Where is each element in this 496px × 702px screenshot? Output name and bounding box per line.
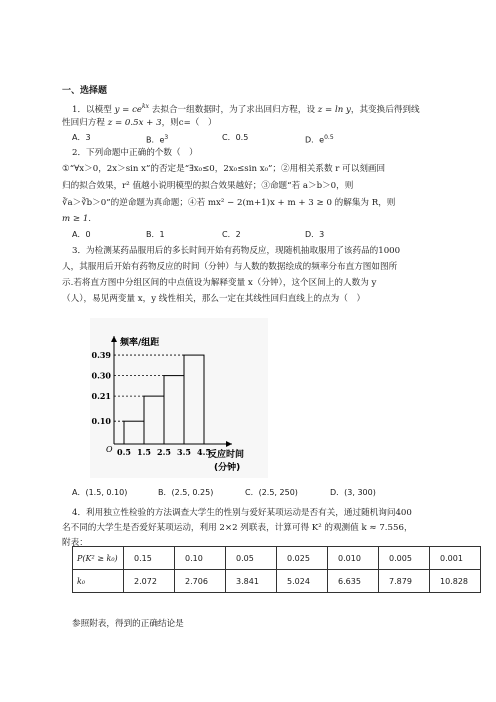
q1-line1-b: 去拟合一组数据时，为了求出回归方程，设 [151, 104, 316, 115]
q1-regression-eq: z = 0.5x + 3 [107, 118, 162, 128]
q1-choice-d-text: D．e [305, 135, 325, 145]
histogram-chart [90, 318, 268, 478]
table-cell: 0.005 [379, 547, 430, 570]
q1-model-exp: kx [142, 103, 150, 110]
table-cell: 10.828 [430, 570, 481, 593]
q4-line1: 4．利用独立性检验的方法调查大学生的性别与爱好某项运动是否有关，通过随机询问400 [72, 508, 412, 518]
q2-line3: 归的拟合效果，r² 值越小说明模型的拟合效果越好；③命题“若 a＞b＞0，则 [62, 181, 354, 191]
q2-choice-d: D．3 [305, 230, 325, 239]
table-cell: 0.010 [328, 547, 379, 570]
q3-choice-b: B．(2.5, 0.25) [158, 488, 214, 497]
q1-choice-d-exp: 0.5 [324, 134, 334, 141]
x-axis-label: 反应时间 [208, 450, 245, 460]
histogram-svg [90, 318, 268, 478]
table-cell: 0.025 [277, 547, 328, 570]
q2-line2: ①“∀x＞0，2x＞sin x”的否定是“∃x₀≤0，2x₀≤sin x₀”；②用相关系数 r 可以刻画回 [62, 164, 386, 174]
section-title: 一、选择题 [62, 86, 108, 96]
q4-footer: 参照附表，得到的正确结论是 [72, 619, 184, 629]
x-tick-label: 1.5 [137, 447, 151, 457]
origin-label: O [106, 445, 113, 454]
histogram-bar [124, 421, 144, 444]
q1-line2-c: c=（ ） [178, 118, 217, 128]
q3-line1: 3．为检测某药品服用后的多长时间开始有药物反应，现随机抽取服用了该药品的1000 [72, 246, 401, 256]
table-cell: 0.10 [175, 547, 226, 570]
table-header-p: P(K² ≥ k₀) [73, 547, 124, 570]
table-cell: 0.05 [226, 547, 277, 570]
q2-line5: m ≥ 1. [62, 214, 92, 224]
q1-line2-b: ，则 [161, 118, 179, 128]
q4-line2: 名不同的大学生是否爱好某项运动，利用 2×2 列联表，计算可得 K² 的观测值 k ≈ 7.556， [62, 523, 413, 533]
table-header-k: k₀ [73, 570, 124, 593]
histogram-bar [184, 355, 204, 444]
critical-value-table [72, 546, 481, 593]
q2-choice-b: B．1 [146, 230, 165, 239]
table-row-p [73, 547, 481, 570]
table-row-k [73, 570, 481, 593]
q3-choice-c: C．(2.5, 250) [245, 488, 298, 497]
x-tick-label: 3.5 [177, 447, 191, 457]
q1-choice-b [146, 132, 168, 147]
q2-choice-c: C．2 [222, 230, 241, 239]
q1-line2 [62, 117, 217, 129]
x-tick-label: 0.5 [117, 447, 131, 457]
y-tick-label: 0.39 [91, 350, 111, 361]
q3-line4: （人），易见两变量 x，y 线性相关，那么一定在其线性回归直线上的点为（ ） [62, 294, 366, 304]
q4-line3: 附表： [62, 538, 88, 548]
x-axis-unit: (分钟) [214, 463, 241, 473]
q1-choice-a: A．3 [72, 133, 91, 142]
q1-model: y = ce [114, 104, 142, 115]
q3-choice-a: A．(1.5, 0.10) [72, 488, 128, 497]
q2-choice-a: A．0 [72, 230, 91, 239]
q1-choice-c: C．0.5 [222, 133, 249, 142]
q3-line3: 示.若将直方图中分组区间的中点值设为解释变量 x（分钟），这个区间上的人数为 y [62, 278, 377, 288]
table-cell: 7.879 [379, 570, 430, 593]
q2-line1: 2．下列命题中正确的个数（ ） [72, 148, 198, 158]
y-tick-label: 0.21 [91, 391, 111, 402]
table-cell: 5.024 [277, 570, 328, 593]
q1-line1-c: ，其变换后得到线 [350, 104, 420, 115]
q1-choice-d [305, 132, 334, 147]
y-tick-label: 0.10 [91, 416, 111, 427]
x-tick-label: 2.5 [157, 447, 171, 457]
q1-line2-a: 性回归方程 [62, 118, 105, 128]
y-tick-label: 0.30 [91, 370, 111, 381]
q1-line1 [72, 101, 420, 116]
table-cell: 2.706 [175, 570, 226, 593]
table-cell: 2.072 [124, 570, 175, 593]
x-axis-arrow [226, 441, 232, 447]
table-cell: 0.15 [124, 547, 175, 570]
q1-substitution: z = ln y [317, 104, 351, 115]
table-cell: 3.841 [226, 570, 277, 593]
histogram-bar [164, 376, 184, 444]
y-axis-label: 频率/组距 [120, 338, 160, 348]
q1-choice-b-text: B．e [146, 135, 165, 145]
y-axis-arrow [111, 336, 117, 342]
q3-line2: 人，其服用后开始有药物反应的时间（分钟）与人数的数据绘成的频率分布直方图如图所 [62, 262, 398, 272]
table-cell: 6.635 [328, 570, 379, 593]
q3-choice-d: D．(3, 300) [330, 488, 376, 497]
q2-line4: ∛a＞∛b＞0”的逆命题为真命题；④若 mx² − 2(m+1)x + m + 3 ≥ 0 的解集为 R，则 [62, 198, 396, 208]
histogram-bar [144, 396, 164, 444]
q1-choice-b-exp: 3 [164, 134, 169, 141]
x-tick-label: 4.5 [197, 447, 211, 457]
q1-line1-a: 1．以模型 [72, 104, 112, 115]
table-cell: 0.001 [430, 547, 481, 570]
